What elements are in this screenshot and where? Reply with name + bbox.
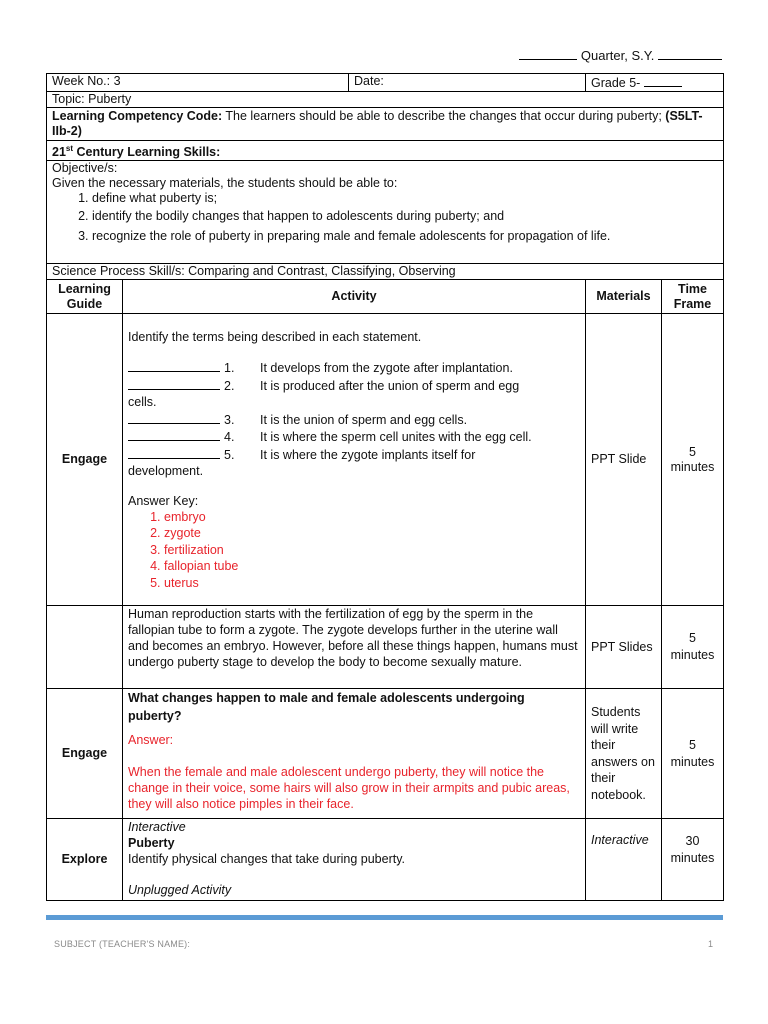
answer-key-list <box>128 509 580 592</box>
footer-divider <box>46 915 723 920</box>
activity-instruction: Identify the terms being described in each statement. <box>128 330 422 345</box>
skills-cell <box>47 141 724 161</box>
competency-cell <box>47 108 724 141</box>
quiz-item-5: 5. It is where the zygote implants itself for <box>128 446 580 464</box>
topic-cell: Topic: Puberty <box>47 92 724 108</box>
competency-code: (S5LT- IIb-2) <box>52 109 703 138</box>
answer-blank <box>128 359 220 372</box>
answer-key-item: 5. uterus <box>164 575 580 592</box>
answer-key-item: 4. fallopian tube <box>164 558 580 575</box>
col-header-time: Time Frame <box>662 280 724 314</box>
answer-blank <box>128 411 220 424</box>
process-skills-cell: Science Process Skill/s: Comparing and Contrast, Classifying, Observing <box>47 264 724 280</box>
quiz-item-5-cont: development. <box>128 464 204 479</box>
engage-question: What changes happen to male and female adolescents undergoing puberty? <box>128 691 525 724</box>
footer-subject: SUBJECT (TEACHER'S NAME): <box>54 939 191 949</box>
quiz-item-4: 4. It is where the sperm cell unites with the egg cell. <box>128 428 580 446</box>
objectives-intro: Given the necessary materials, the students should be able to: <box>52 176 398 191</box>
col-header-materials: Materials <box>586 280 662 314</box>
quiz-item-2: 2. It is produced after the union of sperm and egg <box>128 377 580 395</box>
quarter-blank <box>519 47 577 60</box>
competency-label: Learning Competency Code: <box>52 109 223 123</box>
week-cell: Week No.: 3 <box>47 74 349 92</box>
time-explore: 30 minutes <box>662 819 724 901</box>
engage-answer-text: When the female and male adolescent undergo puberty, they will notice the change in their voice, some hairs will also grow in their armpits and pubic areas, they will also notice pimples in their face. <box>128 765 570 812</box>
time-discussion: 5 minutes <box>662 606 724 689</box>
objectives-cell <box>47 161 724 264</box>
objective-item: 3. recognize the role of puberty in preparing male and female adolescents for propagation of life. <box>92 226 718 246</box>
col-header-activity: Activity <box>123 280 586 314</box>
materials-engage-1: PPT Slide <box>586 314 662 606</box>
objectives-list <box>52 191 718 246</box>
materials-engage-2: Students will write their answers on their notebook. <box>586 689 662 819</box>
answer-blank <box>128 377 220 390</box>
date-cell: Date: <box>349 74 586 92</box>
quarter-label: Quarter, S.Y. <box>580 48 655 63</box>
guide-engage-1: Engage <box>47 314 123 606</box>
time-engage-1: 5 minutes <box>662 314 724 606</box>
col-header-guide: Learning Guide <box>47 280 123 314</box>
quiz-item-3: 3. It is the union of sperm and egg cells. <box>128 411 580 429</box>
grade-cell <box>586 74 724 92</box>
explore-interactive-label: Interactive <box>128 820 186 835</box>
materials-discussion: PPT Slides <box>586 606 662 689</box>
explore-text: Identify physical changes that take during puberty. <box>128 852 406 867</box>
competency-text: The learners should be able to describe the changes that occur during puberty; <box>222 109 666 123</box>
grade-label: Grade 5- <box>591 76 641 90</box>
engage-answer-label: Answer: <box>128 733 174 748</box>
skills-prefix: 21 <box>52 145 66 160</box>
skills-suffix: Century Learning Skills: <box>73 145 221 160</box>
lesson-plan-table <box>46 73 724 901</box>
activity-engage-1 <box>123 314 586 606</box>
sy-blank <box>658 47 722 60</box>
answer-blank <box>128 446 220 459</box>
answer-key-label: Answer Key: <box>128 493 199 508</box>
time-engage-2: 5 minutes <box>662 689 724 819</box>
answer-key-item: 1. embryo <box>164 509 580 526</box>
answer-key-item: 3. fertilization <box>164 542 580 559</box>
explore-title: Puberty <box>128 836 175 851</box>
explore-unplugged: Unplugged Activity <box>128 883 232 898</box>
quiz-item-1: 1. It develops from the zygote after implantation. <box>128 359 580 377</box>
guide-explore: Explore <box>47 819 123 901</box>
skills-sup: st <box>65 144 74 153</box>
quiz-item-2-cont: cells. <box>128 395 157 410</box>
objective-item: 1. define what puberty is; <box>92 191 718 206</box>
answer-key-item: 2. zygote <box>164 525 580 542</box>
objectives-label: Objective/s: <box>52 161 118 176</box>
footer-page-number: 1 <box>708 939 714 949</box>
quarter-sy-line <box>519 47 722 63</box>
guide-engage-2: Engage <box>47 689 123 819</box>
guide-empty <box>47 606 123 689</box>
objective-item: 2. identify the bodily changes that happen to adolescents during puberty; and <box>92 206 718 226</box>
activity-discussion: Human reproduction starts with the fertilization of egg by the sperm in the fallopian tube to form a zygote. The zygote develops further in the uterine wall and becomes an embryo. However, before all these things happen, humans must undergo puberty stage to develop the body to become sexually mature. <box>123 606 586 689</box>
activity-explore <box>123 819 586 901</box>
activity-engage-2 <box>123 689 586 819</box>
materials-explore: Interactive <box>586 819 662 901</box>
answer-blank <box>128 428 220 441</box>
grade-blank <box>644 74 682 87</box>
